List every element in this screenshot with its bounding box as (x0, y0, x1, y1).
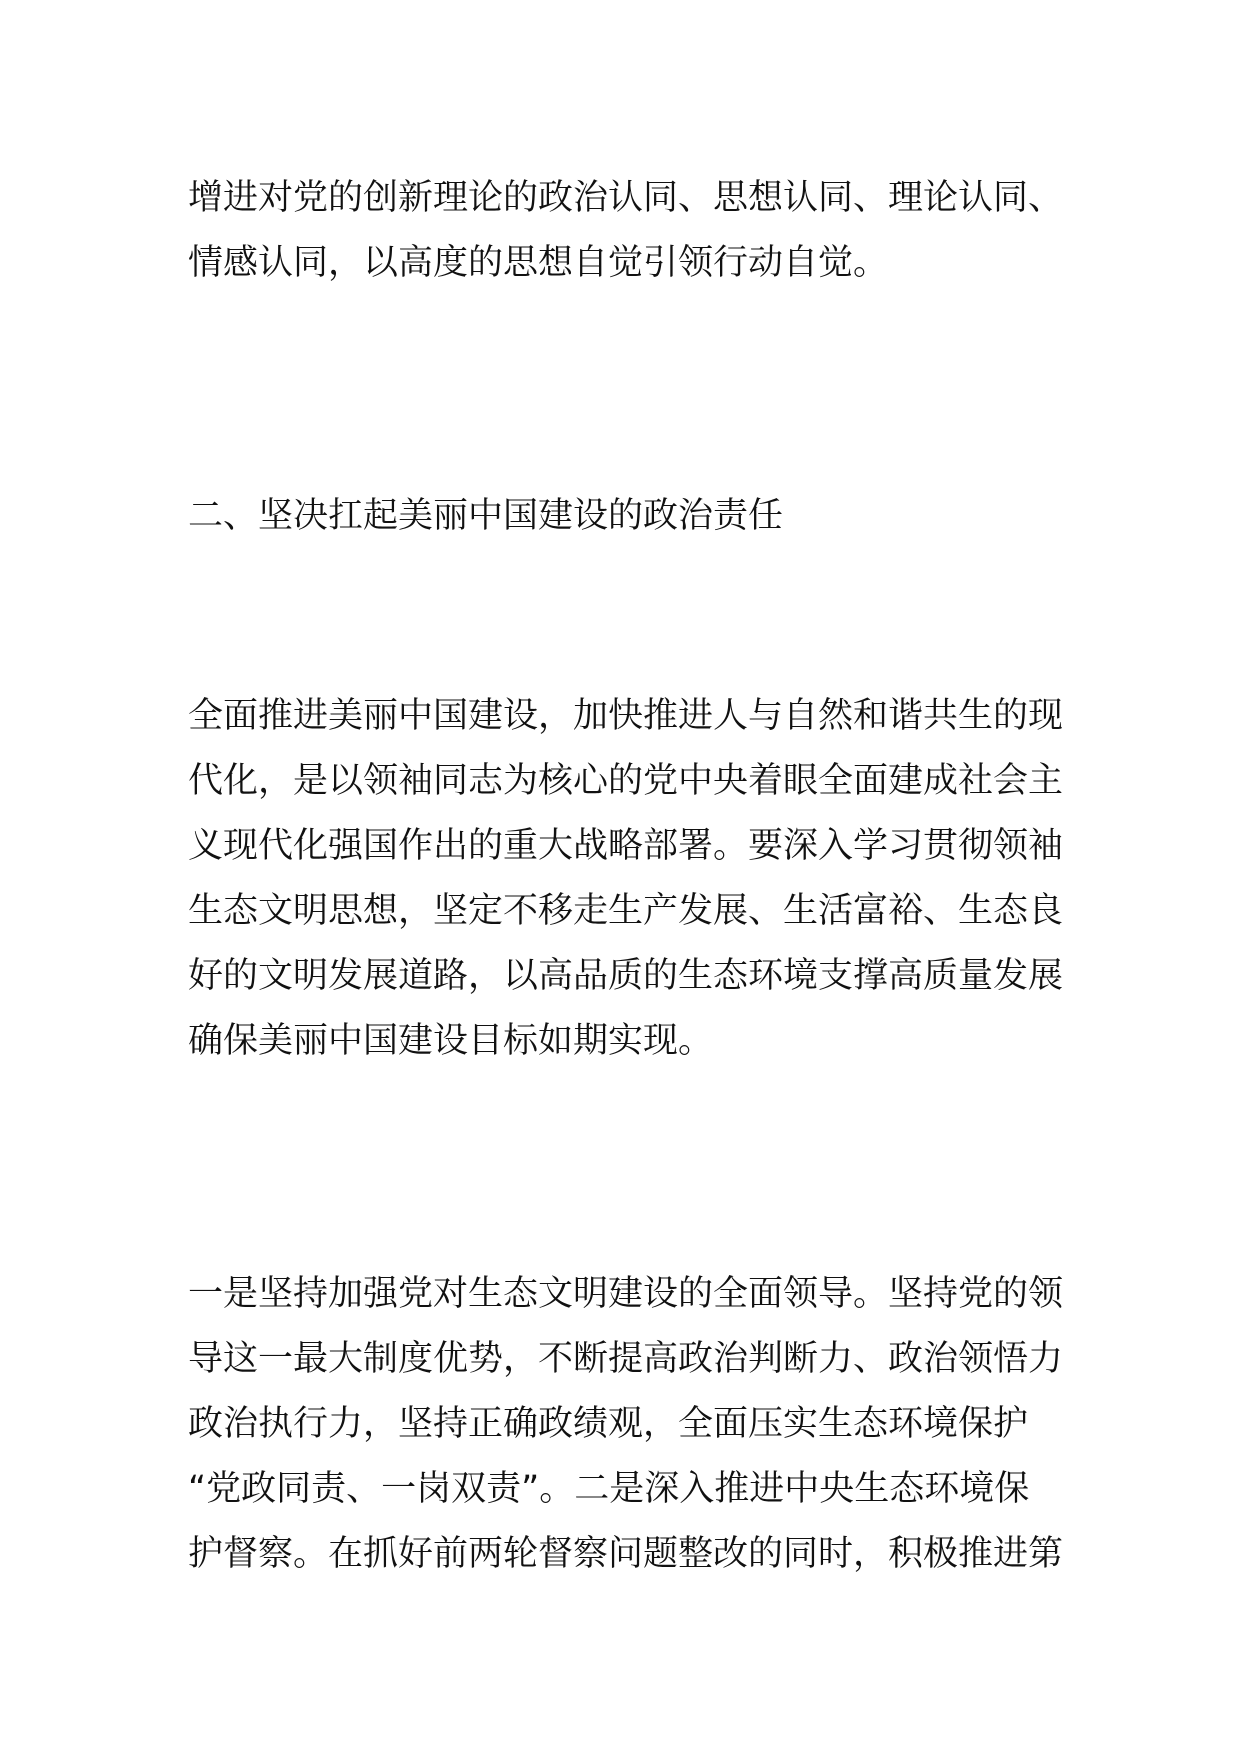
paragraph-2-line-2: 代化，是以领袖同志为核心的党中央着眼全面建成社会主 (188, 761, 1064, 801)
paragraph-2-line-6: 确保美丽中国建设目标如期实现。 (188, 1021, 714, 1061)
paragraph-2-line-5: 好的文明发展道路，以高品质的生态环境支撑高质量发展 (188, 956, 1064, 996)
paragraph-1-line-1: 增进对党的创新理论的政治认同、思想认同、理论认同、 (188, 178, 1064, 218)
paragraph-3-line-5: 护督察。在抓好前两轮督察问题整改的同时，积极推进第 (188, 1534, 1064, 1574)
section-heading-2: 二、坚决扛起美丽中国建设的政治责任 (188, 496, 784, 536)
paragraph-3-line-3: 政治执行力，坚持正确政绩观，全面压实生态环境保护 (188, 1404, 1029, 1444)
paragraph-3-line-1: 一是坚持加强党对生态文明建设的全面领导。坚持党的领 (188, 1274, 1064, 1314)
paragraph-2-line-3: 义现代化强国作出的重大战略部署。要深入学习贯彻领袖 (188, 826, 1064, 866)
paragraph-3-line-4: “党政同责、一岗双责”。二是深入推进中央生态环境保 (188, 1469, 1030, 1509)
paragraph-2-line-1: 全面推进美丽中国建设，加快推进人与自然和谐共生的现 (188, 696, 1064, 736)
paragraph-3-line-2: 导这一最大制度优势，不断提高政治判断力、政治领悟力 (188, 1339, 1064, 1379)
paragraph-1-line-2: 情感认同，以高度的思想自觉引领行动自觉。 (188, 243, 889, 283)
paragraph-2-line-4: 生态文明思想，坚定不移走生产发展、生活富裕、生态良 (188, 891, 1064, 931)
